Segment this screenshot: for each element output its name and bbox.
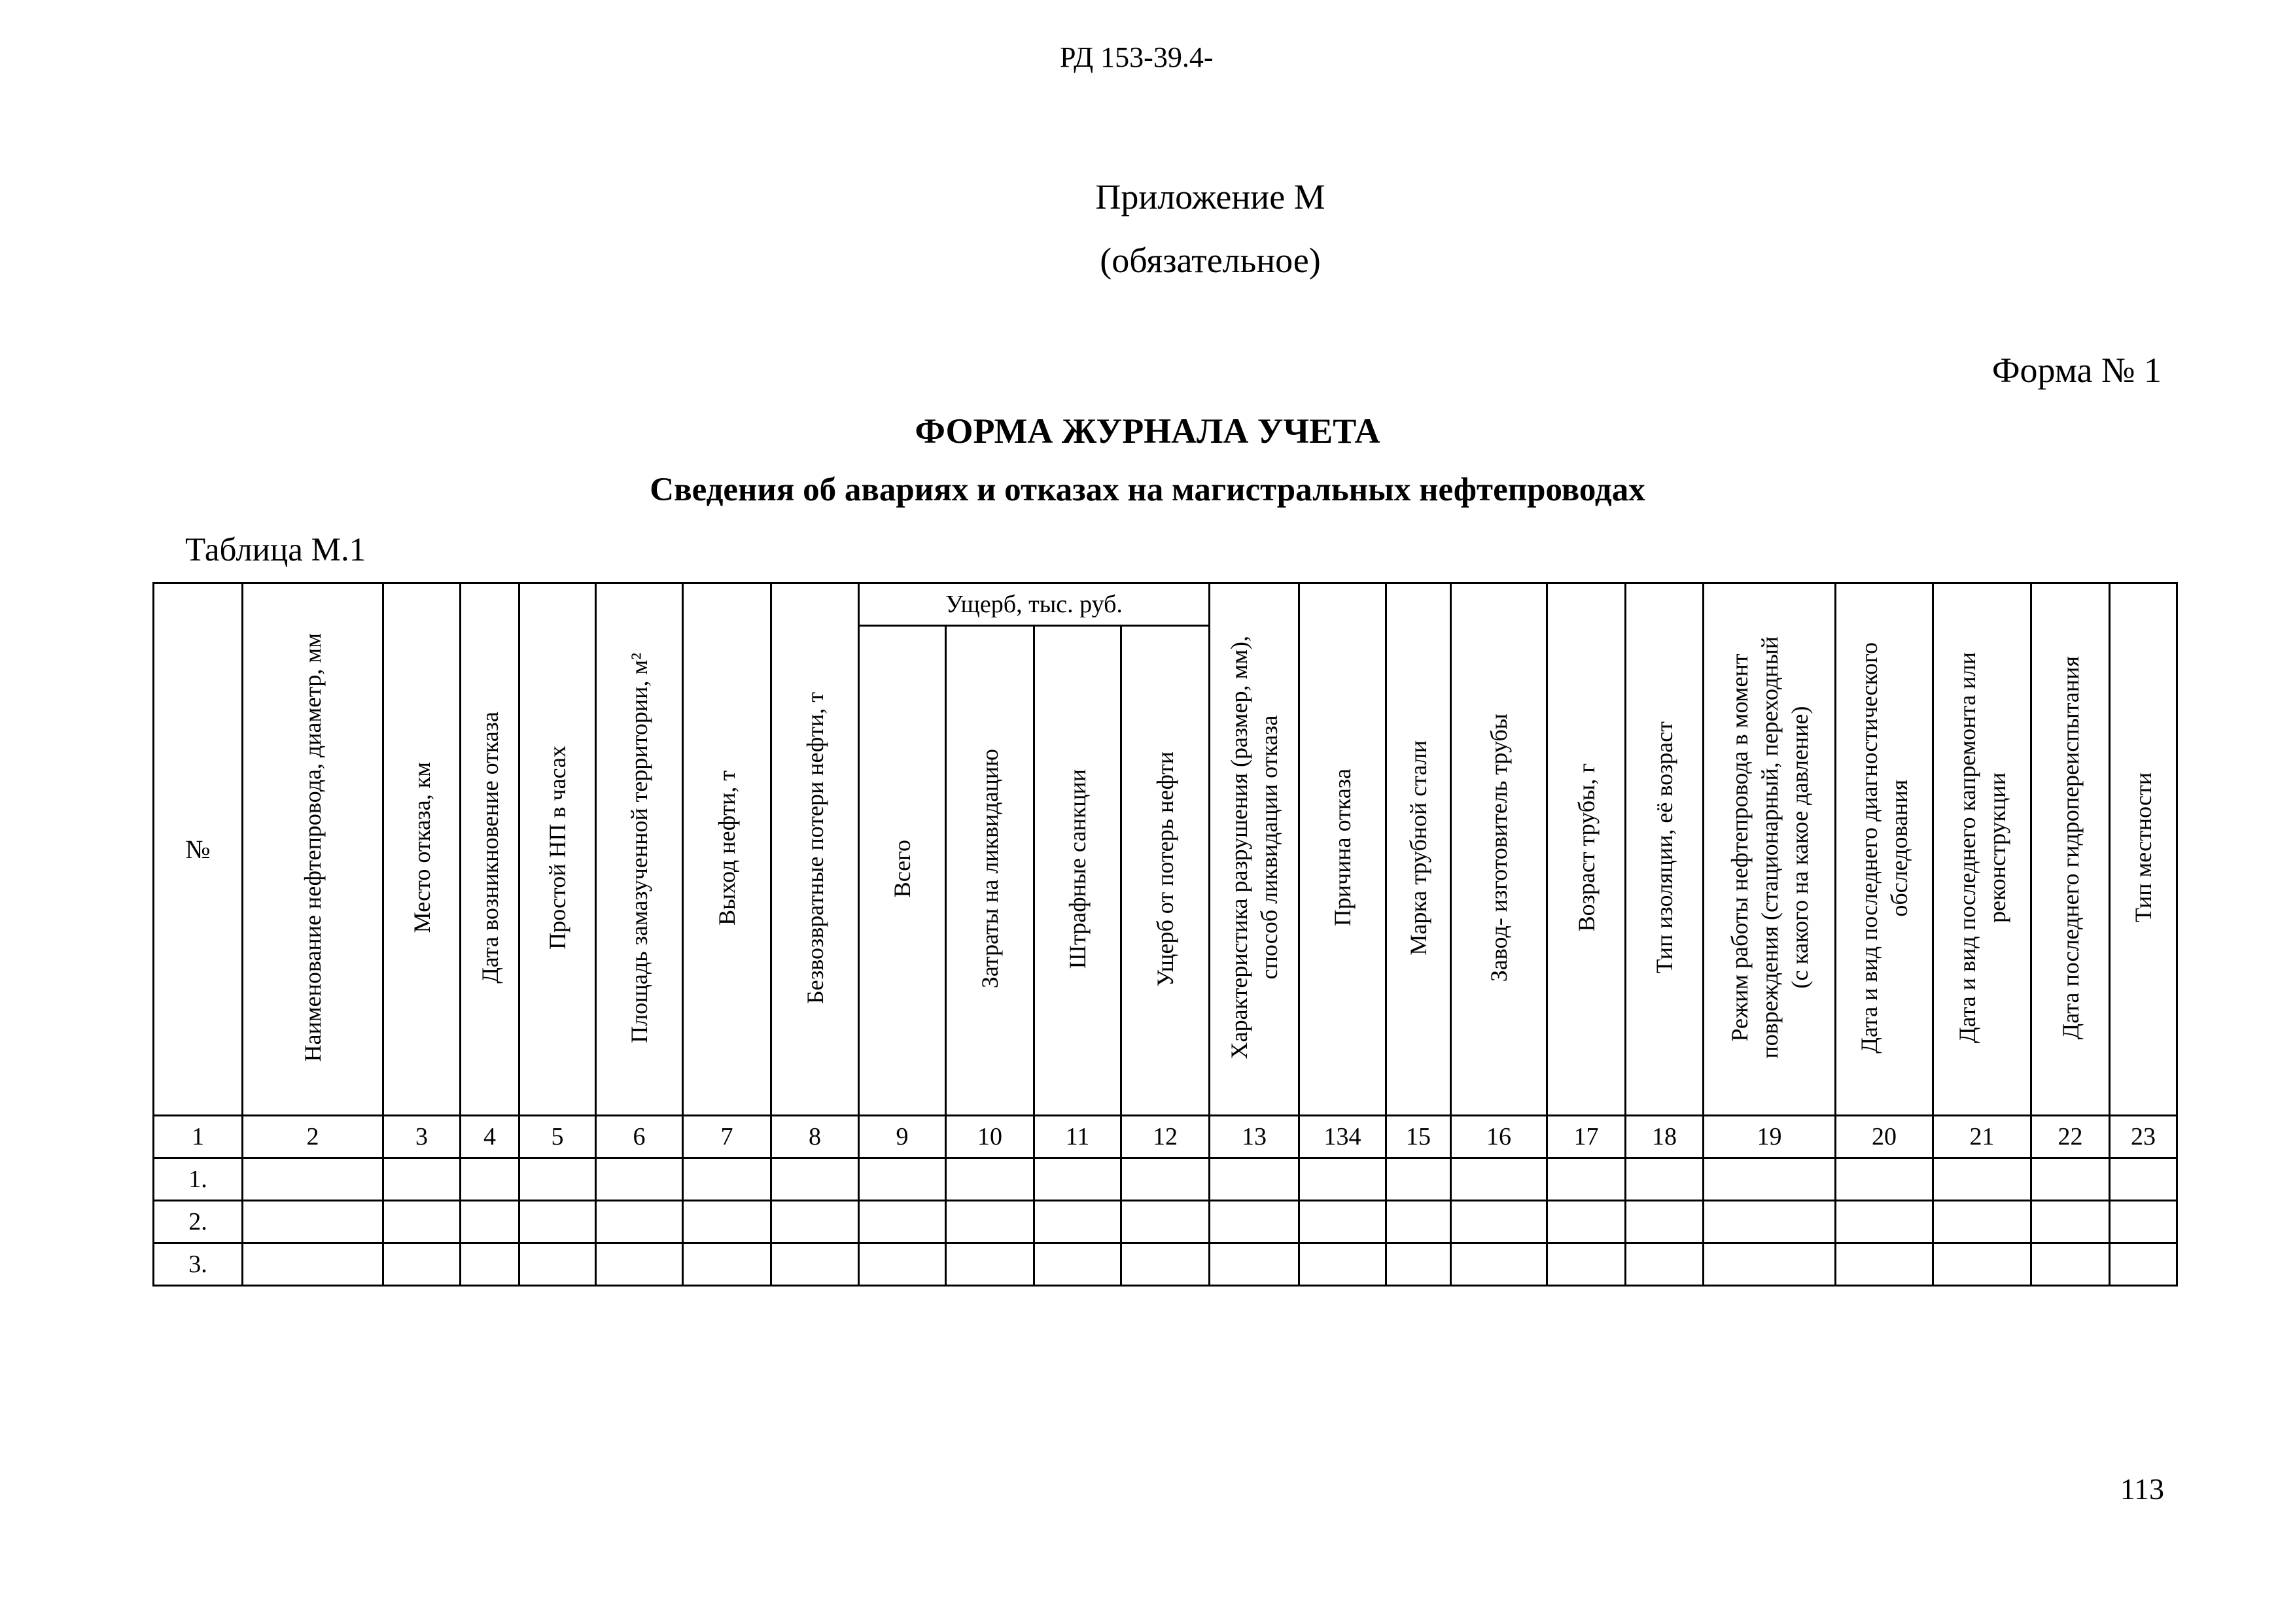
row-number: 2.	[154, 1201, 243, 1243]
table-cell[interactable]	[1299, 1201, 1386, 1243]
table-cell[interactable]	[1933, 1158, 2031, 1201]
column-number: 7	[683, 1116, 771, 1158]
header-number: №	[154, 583, 243, 1116]
header-oil-loss-damage: Ущерб от потерь нефти	[1121, 626, 1210, 1116]
column-number: 9	[859, 1116, 946, 1158]
table-cell[interactable]	[1547, 1243, 1626, 1286]
table-cell[interactable]	[1034, 1201, 1121, 1243]
column-number: 11	[1034, 1116, 1121, 1158]
table-cell[interactable]	[1626, 1158, 1704, 1201]
column-number: 15	[1386, 1116, 1451, 1158]
table-cell[interactable]	[1451, 1201, 1547, 1243]
column-number: 20	[1836, 1116, 1933, 1158]
table-cell[interactable]	[1626, 1201, 1704, 1243]
column-number: 4	[461, 1116, 519, 1158]
table-cell[interactable]	[946, 1158, 1034, 1201]
table-cell[interactable]	[519, 1243, 596, 1286]
column-number: 10	[946, 1116, 1034, 1158]
column-number: 23	[2110, 1116, 2177, 1158]
table-cell[interactable]	[1034, 1158, 1121, 1201]
journal-table	[152, 582, 2178, 1287]
header-liquidation-costs: Затраты на ликвидацию	[946, 626, 1034, 1116]
header-pipeline-name: Наименование нефтепровода, диаметр, мм	[243, 583, 383, 1116]
table-cell[interactable]	[1210, 1243, 1299, 1286]
table-row	[154, 1201, 2177, 1243]
table-cell[interactable]	[596, 1201, 683, 1243]
table-cell[interactable]	[859, 1201, 946, 1243]
table-cell[interactable]	[383, 1201, 461, 1243]
table-cell[interactable]	[596, 1243, 683, 1286]
table-cell[interactable]	[1121, 1243, 1210, 1286]
table-cell[interactable]	[1704, 1243, 1836, 1286]
document-code: РД 153-39.4-	[1060, 41, 1214, 73]
subtitle: Сведения об авариях и отказах на магистральных нефтепроводах	[650, 472, 1645, 508]
table-cell[interactable]	[596, 1158, 683, 1201]
table-cell[interactable]	[1210, 1158, 1299, 1201]
column-number: 21	[1933, 1116, 2031, 1158]
table-cell[interactable]	[1121, 1201, 1210, 1243]
table-cell[interactable]	[2031, 1158, 2110, 1201]
table-cell[interactable]	[1933, 1243, 2031, 1286]
header-downtime: Простой НП в часах	[519, 583, 596, 1116]
table-cell[interactable]	[683, 1158, 771, 1201]
header-damage-group: Ущерб, тыс. руб.	[859, 583, 1210, 626]
column-numbers-row	[154, 1116, 2177, 1158]
table-cell[interactable]	[1386, 1201, 1451, 1243]
page-number: 113	[2120, 1472, 2164, 1506]
header-operating-mode: Режим работы нефтепровода в момент повреждения (стационарный, переходный (с какого на какое давление)	[1704, 583, 1836, 1116]
table-label: Таблица М.1	[185, 532, 366, 568]
table-cell[interactable]	[1704, 1201, 1836, 1243]
header-pipe-age: Возраст трубы, г	[1547, 583, 1626, 1116]
header-pipe-manufacturer: Завод- изготовитель трубы	[1451, 583, 1547, 1116]
table-cell[interactable]	[2110, 1201, 2177, 1243]
table-cell[interactable]	[1933, 1201, 2031, 1243]
table-cell[interactable]	[1704, 1158, 1836, 1201]
column-number: 13	[1210, 1116, 1299, 1158]
row-number: 3.	[154, 1243, 243, 1286]
header-insulation-type: Тип изоляции, её возраст	[1626, 583, 1704, 1116]
table-cell[interactable]	[1386, 1158, 1451, 1201]
table-cell[interactable]	[2031, 1201, 2110, 1243]
table-cell[interactable]	[461, 1243, 519, 1286]
table-cell[interactable]	[1451, 1158, 1547, 1201]
table-cell[interactable]	[1451, 1243, 1547, 1286]
table-cell[interactable]	[1386, 1243, 1451, 1286]
column-number: 22	[2031, 1116, 2110, 1158]
header-penalties: Штрафные санкции	[1034, 626, 1121, 1116]
table-cell[interactable]	[1836, 1201, 1933, 1243]
main-title: ФОРМА ЖУРНАЛА УЧЕТА	[915, 411, 1380, 451]
table-cell[interactable]	[1836, 1158, 1933, 1201]
appendix-type: (обязательное)	[1100, 241, 1321, 280]
column-number: 16	[1451, 1116, 1547, 1158]
table-cell[interactable]	[383, 1158, 461, 1201]
header-oil-loss: Безвозвратные потери нефти, т	[771, 583, 859, 1116]
header-damage-characteristics: Характеристика разрушения (размер, мм), способ ликвидации отказа	[1210, 583, 1299, 1116]
table-cell[interactable]	[2031, 1243, 2110, 1286]
table-cell[interactable]	[1626, 1243, 1704, 1286]
table-cell[interactable]	[519, 1201, 596, 1243]
table-cell[interactable]	[1034, 1243, 1121, 1286]
table-cell[interactable]	[946, 1243, 1034, 1286]
table-cell[interactable]	[771, 1201, 859, 1243]
table-cell[interactable]	[1299, 1243, 1386, 1286]
table-cell[interactable]	[1836, 1243, 1933, 1286]
header-last-diagnostic: Дата и вид последнего диагностического обследования	[1836, 583, 1933, 1116]
table-cell[interactable]	[683, 1243, 771, 1286]
table-cell[interactable]	[1299, 1158, 1386, 1201]
appendix-title: Приложение М	[1095, 177, 1325, 216]
column-number: 3	[383, 1116, 461, 1158]
header-failure-cause: Причина отказа	[1299, 583, 1386, 1116]
table-cell[interactable]	[243, 1243, 383, 1286]
table-row	[154, 1158, 2177, 1201]
header-contaminated-area: Площадь замазученной территории, м²	[596, 583, 683, 1116]
header-damage-total: Всего	[859, 626, 946, 1116]
table-cell[interactable]	[1210, 1201, 1299, 1243]
table-cell[interactable]	[683, 1201, 771, 1243]
column-number: 2	[243, 1116, 383, 1158]
form-number: Форма № 1	[1991, 351, 2162, 390]
table-row	[154, 1243, 2177, 1286]
header-last-overhaul: Дата и вид последнего капремонта или реконструкции	[1933, 583, 2031, 1116]
table-cell[interactable]	[519, 1158, 596, 1201]
table-cell[interactable]	[1547, 1201, 1626, 1243]
table-cell[interactable]	[383, 1243, 461, 1286]
header-failure-date: Дата возникновение отказа	[461, 583, 519, 1116]
table-cell[interactable]	[946, 1201, 1034, 1243]
column-number: 5	[519, 1116, 596, 1158]
column-number: 19	[1704, 1116, 1836, 1158]
header-oil-release: Выход нефти, т	[683, 583, 771, 1116]
table-cell[interactable]	[243, 1158, 383, 1201]
row-number: 1.	[154, 1158, 243, 1201]
column-number: 8	[771, 1116, 859, 1158]
header-last-hydrotest: Дата последнего гидропереиспытания	[2031, 583, 2110, 1116]
column-number: 18	[1626, 1116, 1704, 1158]
header-steel-grade: Марка трубной стали	[1386, 583, 1451, 1116]
table-cell[interactable]	[2110, 1158, 2177, 1201]
table-cell[interactable]	[771, 1243, 859, 1286]
table-cell[interactable]	[243, 1201, 383, 1243]
column-number: 17	[1547, 1116, 1626, 1158]
header-terrain-type: Тип местности	[2110, 583, 2177, 1116]
column-number: 6	[596, 1116, 683, 1158]
table-cell[interactable]	[2110, 1243, 2177, 1286]
column-number: 134	[1299, 1116, 1386, 1158]
table-cell[interactable]	[771, 1158, 859, 1201]
header-failure-location: Место отказа, км	[383, 583, 461, 1116]
table-cell[interactable]	[461, 1158, 519, 1201]
table-cell[interactable]	[859, 1243, 946, 1286]
table-cell[interactable]	[1547, 1158, 1626, 1201]
column-number: 1	[154, 1116, 243, 1158]
table-cell[interactable]	[461, 1201, 519, 1243]
column-number: 12	[1121, 1116, 1210, 1158]
table-cell[interactable]	[1121, 1158, 1210, 1201]
table-cell[interactable]	[859, 1158, 946, 1201]
